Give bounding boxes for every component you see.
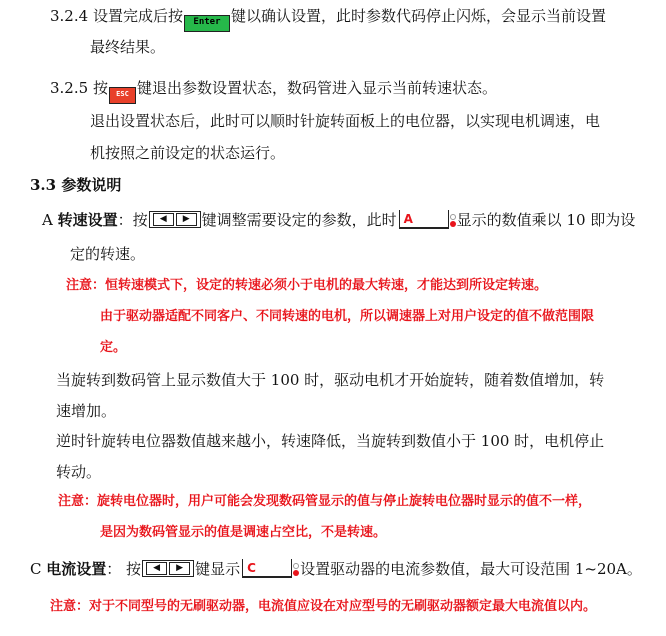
esc-key-icon: ESC: [109, 87, 136, 104]
para-rotate-3: 逆时针旋转电位器数值越来越小，转速降低，当旋转到数值小于 100 时，电机停止: [56, 432, 605, 450]
section-3-2-4-line1: [50, 6, 606, 32]
text: 设置完成后按: [92, 7, 183, 25]
para-rotate-2: 速增加。: [56, 402, 117, 420]
display-char: A: [403, 212, 413, 226]
item-prefix: C: [30, 560, 42, 578]
speed-setting-line1: [42, 210, 635, 230]
indicator-dot-icon: [450, 221, 456, 227]
section-3-2-5-para2: 机按照之前设定的状态运行。: [90, 144, 286, 162]
text: 键以确认设置，此时参数代码停止闪烁，会显示当前设置: [230, 7, 606, 25]
arrow-keys-icon: [149, 211, 201, 228]
item-prefix: A: [42, 211, 53, 229]
note-1: 注意：恒转速模式下，设定的转速必须小于电机的最大转速，才能达到所设定转速。: [66, 278, 548, 293]
left-arrow-icon: ◀: [153, 213, 174, 226]
left-arrow-icon: ◀: [146, 562, 167, 575]
digital-display-icon: [399, 210, 449, 229]
speed-setting-line2: 定的转速。: [70, 245, 146, 263]
note-current: 注意：对于不同型号的无刷驱动器，电流值应设在对应型号的无刷驱动器额定最大电流值以内。: [50, 599, 597, 614]
digital-display-icon: [242, 559, 292, 578]
right-arrow-icon: ▶: [169, 562, 190, 575]
arrow-keys-icon: [142, 560, 194, 577]
section-3-2-5-para1: 退出设置状态后，此时可以顺时针旋转面板上的电位器，以实现电机调速，电: [90, 112, 601, 130]
section-3-2-4-line2: 最终结果。: [90, 38, 166, 56]
text: 键显示: [195, 560, 241, 578]
note-2: 由于驱动器适配不同客户、不同转速的电机，所以调速器上对用户设定的值不做范围限: [100, 309, 595, 324]
text: 显示的数值乘以 10 即为设: [456, 211, 636, 229]
note-3: 定。: [100, 340, 127, 355]
section-number: 3.2.4: [50, 7, 89, 25]
section-number: 3.2.5: [50, 79, 89, 97]
text: 设置驱动器的电流参数值，最大可设范围 1~20A。: [300, 560, 642, 578]
text: 按: [92, 79, 108, 97]
indicator-dot-icon: [293, 570, 299, 576]
para-rotate-1: 当旋转到数码管上显示数值大于 100 时，驱动电机才开始旋转，随着数值增加，转: [56, 371, 605, 389]
right-arrow-icon: ▶: [176, 213, 197, 226]
item-label: 转速设置: [57, 211, 118, 229]
text: 键退出参数设置状态，数码管进入显示当前转速状态。: [136, 79, 497, 97]
text: ： 按: [106, 560, 142, 578]
section-3-2-5-line1: [50, 78, 497, 104]
item-label: 电流设置: [46, 560, 107, 578]
note-5: 是因为数码管显示的值是调速占空比，不是转速。: [100, 525, 387, 540]
note-4: 注意：旋转电位器时，用户可能会发现数码管显示的值与停止旋转电位器时显示的值不一样，: [58, 494, 592, 509]
section-3-3-title: 3.3 参数说明: [30, 176, 122, 194]
text: 键调整需要设定的参数，此时: [201, 211, 397, 229]
text: ：按: [117, 211, 148, 229]
enter-key-icon: Enter: [184, 15, 230, 32]
current-setting-line: [30, 559, 642, 579]
display-char: C: [247, 561, 256, 575]
para-rotate-4: 转动。: [56, 463, 102, 481]
